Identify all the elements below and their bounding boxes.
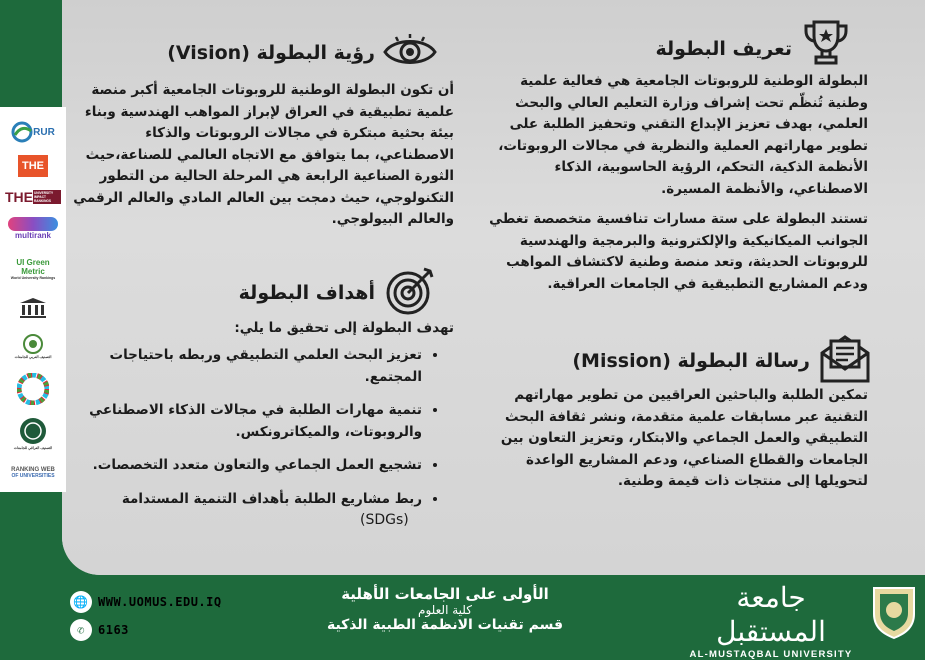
sdgs-logo xyxy=(5,371,61,407)
vision-title: رؤية البطولة (Vision) xyxy=(167,42,375,64)
university-crest-icon xyxy=(870,584,918,640)
webometrics-logo: RANKING WEB OF UNIVERSITIES xyxy=(11,467,55,479)
footer-line-3: قسم تقنيات الانظمة الطبية الذكية xyxy=(326,617,564,633)
footer-line-2: كلية العلوم xyxy=(418,603,472,617)
the-impact-logo: THE UNIVERSITY IMPACT RANKINGS xyxy=(5,185,61,209)
trophy-icon xyxy=(800,18,852,66)
eye-icon xyxy=(382,32,438,72)
footer-line-1: الأولى على الجامعات الأهلية xyxy=(341,585,549,603)
goals-intro: تهدف البطولة إلى تحقيق ما يلي: xyxy=(234,320,454,336)
columns-building-icon xyxy=(18,297,48,319)
goals-title: أهداف البطولة xyxy=(238,282,375,304)
definition-title: تعريف البطولة xyxy=(655,38,792,60)
university-name xyxy=(680,581,862,660)
goals-list xyxy=(62,345,440,522)
phone-text: 6163 xyxy=(98,623,129,637)
mission-paragraph: تمكين الطلبة والباحثين العراقيين من تطوير مهاراتهم التقنية عبر مسابقات علمية متقدمة، ونشر ثقافة البحث التطبيقي والعمل الجماعي والابتكار، وتعزيز التعاون بين الجامعات والقطاع الصناعي، ودعم المشاريع الواعدة لتحويلها إلى منتجات ذات قيمة وطنية. xyxy=(500,387,868,489)
goal-item: • ربط مشاريع الطلبة بأهداف التنمية المستدامة xyxy=(62,489,422,511)
phone-contact[interactable] xyxy=(70,619,129,641)
iraqi-ranking-logo: التصنيف العراقي للجامعات xyxy=(5,413,61,453)
definition-paragraph-2: تستند البطولة على ستة مسارات تنافسية متخصصة تغطي الجوانب الميكانيكية والإلكترونية والبرمجية والهندسية للروبوتات الحديثة، وتعد منصة وطنية لاكتشاف المواهب ودعم المشاريع التطبيقية في الجامعات العراقية. xyxy=(489,211,868,292)
sdg-wheel-icon xyxy=(17,373,49,405)
website-link[interactable] xyxy=(70,591,222,613)
target-icon xyxy=(384,263,438,317)
laurel-icon xyxy=(20,333,46,355)
sdgs-label: (SDGs) xyxy=(360,512,409,528)
ui-greenmetric-logo: UI Green Metric World University Rankings xyxy=(10,258,56,280)
goal-item: • تنمية مهارات الطلبة في مجالات الذكاء الاصطناعي والروبوتات، والميكاترونكس. xyxy=(62,400,422,443)
university-name-ar: جامعة المستقبل xyxy=(716,581,826,648)
emblem-icon xyxy=(18,416,48,446)
goal-item: • تعزيز البحث العلمي التطبيقي وربطه باحتياجات المجتمع. xyxy=(62,345,422,388)
goal-item: • تشجيع العمل الجماعي والتعاون متعدد التخصصات. xyxy=(62,455,422,477)
footer-center-text xyxy=(290,585,600,633)
envelope-letter-icon xyxy=(818,331,872,385)
ministry-logo xyxy=(5,295,61,321)
vision-paragraph: أن تكون البطولة الوطنية للروبوتات الجامعية أكبر منصة علمية تطبيقية في العراق لإبراز المواهب الهندسية وبناء بيئة بحثية مبتكرة في مجالات الروبوتات والذكاء الاصطناعي، بما يتوافق مع الاتجاه العالمي للصناعة،حيث الثورة الصناعية الرابعة هي المرحلة الحالية من التطور التكنولوجي، حيث دمجت بين العالم المادي والعالم الرقمي والعالم البيولوجي. xyxy=(73,82,454,227)
university-name-en: AL-MUSTAQBAL UNIVERSITY xyxy=(689,649,853,660)
phone-icon: ✆ xyxy=(70,619,92,641)
multirank-logo: multirank xyxy=(5,213,61,243)
globe-icon: 🌐 xyxy=(70,591,92,613)
website-text: WWW.UOMUS.EDU.IQ xyxy=(98,595,222,609)
rankings-sidebar xyxy=(0,107,66,492)
mission-title: رسالة البطولة (Mission) xyxy=(572,350,810,372)
definition-paragraph-1: البطولة الوطنية للروبوتات الجامعية هي فعالية علمية وطنية تُنظّم تحت إشراف وزارة التعليم العالي والبحث العلمي، بهدف تعزيز الإبداع التقني وتحفيز الطلبة على تطوير مهاراتهم العملية والنظرية في مجالات الروبوتات، الأنظمة الذكية، التحكم، الرؤية الحاسوبية، الذكاء الاصطناعي، والأنظمة المسيرة. xyxy=(498,73,868,197)
the-logo: THE xyxy=(5,153,61,179)
rur-globe-icon xyxy=(11,121,33,143)
arab-ranking-logo: التصنيف العربي للجامعات xyxy=(5,329,61,363)
rur-logo: RUR xyxy=(5,115,61,149)
